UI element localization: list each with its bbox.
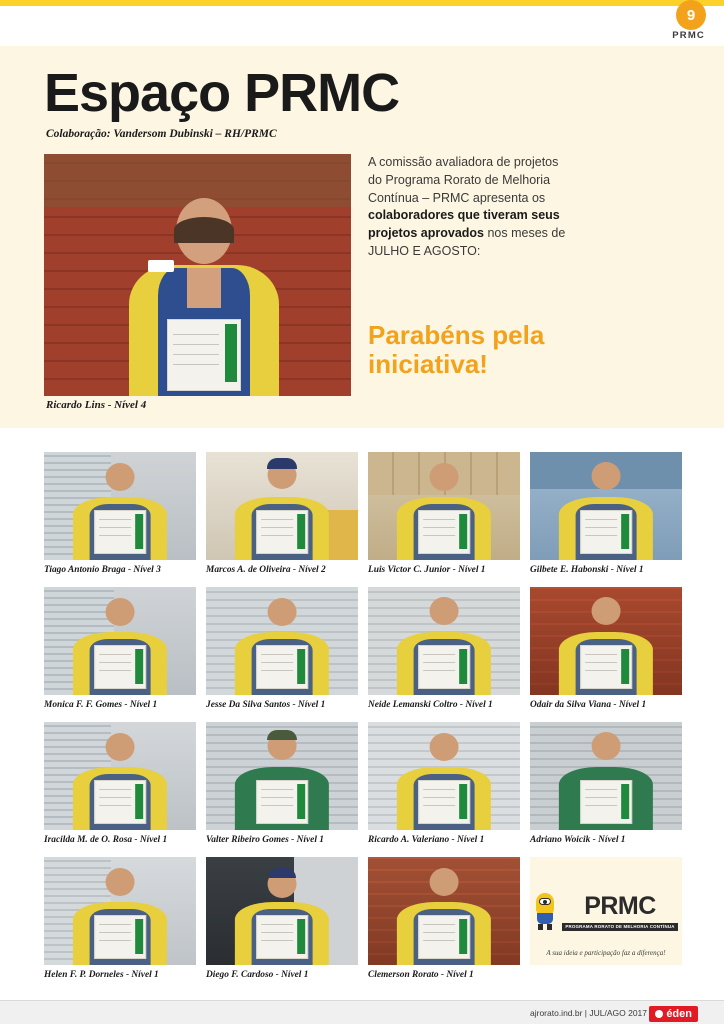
eden-logo-text: éden [666, 1008, 692, 1020]
employee-photo [368, 452, 520, 560]
prmc-logo-row [534, 891, 677, 931]
photo-cell [368, 587, 520, 710]
photo-cell [368, 722, 520, 845]
photo-cell [44, 587, 196, 710]
prmc-full-name: PROGRAMA RORATO DE MELHORIA CONTÍNUA [562, 923, 677, 931]
employee-caption: Clemerson Rorato - Nível 1 [368, 970, 474, 980]
eden-logo-dot [655, 1010, 663, 1018]
mascot-icon [534, 891, 556, 931]
hero-person-neck [187, 268, 221, 308]
certificate-green-band [225, 324, 237, 383]
photo-cell [530, 722, 682, 845]
hero-body-part1: A comissão avaliadora de projetos do Programa Rorato de Melhoria Contínua – PRMC apresenta os [368, 155, 559, 205]
employee-caption: Iracilda M. de O. Rosa - Nível 1 [44, 835, 168, 845]
cap-icon [267, 458, 297, 469]
hero-body-part2: nos meses de JULHO E AGOSTO: [368, 226, 566, 258]
prmc-logo-box [530, 857, 682, 965]
employee-caption: Tiago Antonio Braga - Nível 3 [44, 565, 161, 575]
photo-cell [44, 452, 196, 575]
hero-person-hair [174, 217, 234, 243]
employee-photo [44, 587, 196, 695]
photo-grid [44, 452, 681, 992]
employee-caption: Odair da Silva Viana - Nível 1 [530, 700, 647, 710]
employee-caption: Monica F. F. Gomes - Nível 1 [44, 700, 158, 710]
employee-photo [206, 857, 358, 965]
photo-cell [206, 587, 358, 710]
employee-photo [44, 857, 196, 965]
collaboration-credit: Colaboração: Vandersom Dubinski – RH/PRMC [46, 128, 277, 140]
photo-cell [206, 857, 358, 980]
hero-section [0, 46, 724, 428]
employee-caption: Luis Victor C. Junior - Nível 1 [368, 565, 486, 575]
photo-grid-row [44, 587, 681, 710]
photo-cell [368, 452, 520, 575]
employee-photo [530, 722, 682, 830]
cap-icon [267, 730, 297, 740]
employee-photo [368, 587, 520, 695]
photo-cell [44, 722, 196, 845]
page-title: Espaço PRMC [44, 63, 400, 123]
photo-cell [206, 452, 358, 575]
employee-photo [44, 722, 196, 830]
employee-caption: Jesse Da Silva Santos - Nível 1 [206, 700, 326, 710]
photo-grid-row [44, 452, 681, 575]
hero-body-text [368, 154, 568, 261]
hero-body-bold: colaboradores que tiveram seus projetos aprovados [368, 208, 560, 240]
employee-caption: Gilbete E. Habonski - Nível 1 [530, 565, 644, 575]
employee-caption: Marcos A. de Oliveira - Nível 2 [206, 565, 326, 575]
eden-logo [649, 1006, 698, 1022]
employee-photo [206, 722, 358, 830]
photo-cell [530, 452, 682, 575]
photo-cell [44, 857, 196, 980]
hero-prmc-chest-logo [148, 260, 174, 272]
cap-icon [268, 868, 296, 878]
employee-caption: Valter Ribeiro Gomes - Nível 1 [206, 835, 324, 845]
employee-photo [530, 452, 682, 560]
prmc-logo-cell [530, 857, 682, 980]
photo-cell [368, 857, 520, 980]
employee-caption: Neide Lemanski Coltro - Nível 1 [368, 700, 493, 710]
prmc-wordmark: PRMC [584, 891, 656, 920]
employee-caption: Ricardo A. Valeriano - Nível 1 [368, 835, 485, 845]
photo-cell [530, 587, 682, 710]
prmc-tagline: A sua ideia e participação faz a diferença! [546, 949, 666, 957]
page-number-badge: 9 [676, 0, 706, 30]
photo-grid-row [44, 857, 681, 980]
hero-photo [44, 154, 351, 396]
photo-grid-row [44, 722, 681, 845]
section-label: PRMC [672, 30, 705, 41]
employee-photo [206, 452, 358, 560]
page-footer [0, 1000, 724, 1024]
hero-photo-caption: Ricardo Lins - Nível 4 [46, 399, 147, 411]
employee-photo [368, 857, 520, 965]
employee-caption: Diego F. Cardoso - Nível 1 [206, 970, 309, 980]
photo-cell [206, 722, 358, 845]
employee-photo [206, 587, 358, 695]
employee-caption: Helen F. P. Dorneles - Nível 1 [44, 970, 159, 980]
footer-site-date: ajrorato.ind.br | JUL/AGO 2017 [530, 1008, 648, 1018]
employee-photo [530, 587, 682, 695]
employee-photo [44, 452, 196, 560]
hero-congratulations: Parabéns pela iniciativa! [368, 320, 545, 380]
top-yellow-bar [0, 0, 724, 6]
employee-caption: Adriano Woicik - Nível 1 [530, 835, 626, 845]
hero-certificate [167, 319, 241, 391]
employee-photo [368, 722, 520, 830]
